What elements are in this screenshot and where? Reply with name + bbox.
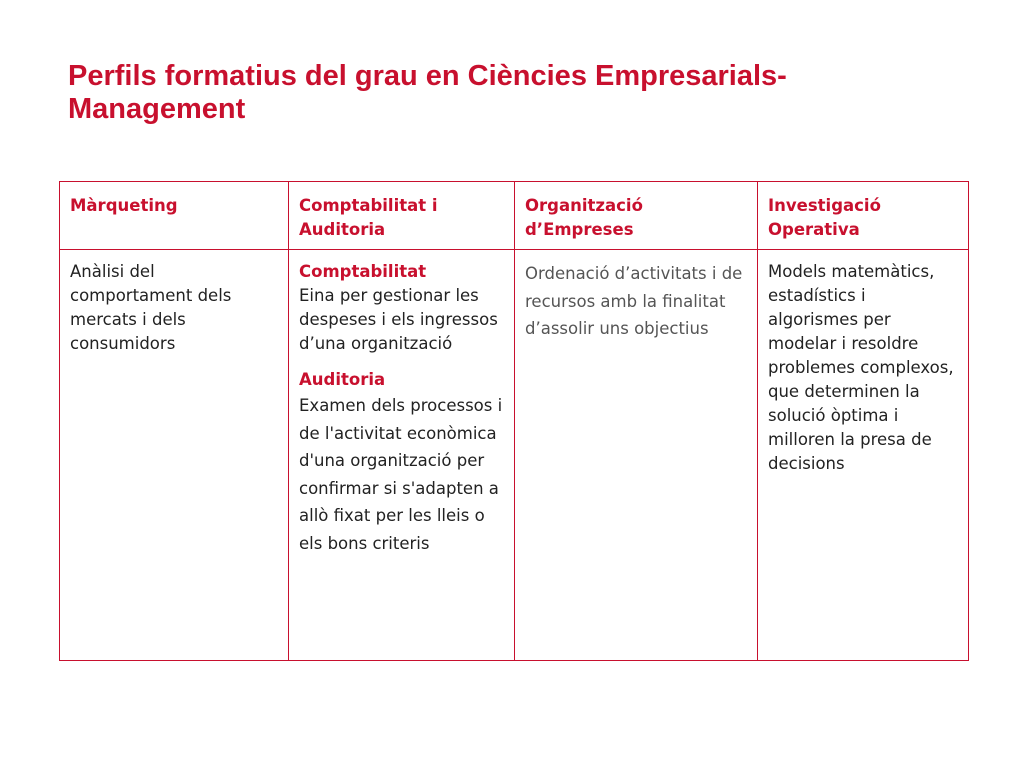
cell-marqueting <box>60 250 289 661</box>
marqueting-description: Anàlisi del comportament dels mercats i dels consumidors <box>70 262 232 353</box>
cell-investigacio-operativa <box>758 250 969 661</box>
slide-title-line-1: Perfils formatius del grau en Ciències Empresarials- <box>68 60 787 92</box>
cell-organitzacio-empreses <box>515 250 758 661</box>
header-comptabilitat-auditoria: Comptabilitat i Auditoria <box>289 182 515 250</box>
auditoria-heading: Auditoria <box>299 370 386 389</box>
profiles-table <box>59 181 969 661</box>
table-row <box>60 250 969 661</box>
cell-comptabilitat-auditoria <box>289 250 515 661</box>
investigacio-description: Models matemàtics, estadístics i algorismes per modelar i resoldre problemes complexos, que determinen la solució òptima i milloren la presa de decisions <box>768 262 954 473</box>
header-organitzacio-empreses: Organització d’Empreses <box>515 182 758 250</box>
header-marqueting: Màrqueting <box>60 182 289 250</box>
organitzacio-description: Ordenació d’activitats i de recursos amb la finalitat d’assolir uns objectius <box>525 264 743 338</box>
table-header-row <box>60 182 969 250</box>
comptabilitat-description: Eina per gestionar les despeses i els ingressos d’una organització <box>299 286 498 353</box>
slide-title-line-2: Management <box>68 93 246 125</box>
slide-title <box>68 60 968 126</box>
auditoria-description: Examen dels processos i de l'activitat econòmica d'una organització per confirmar si s'adapten a allò fixat per les lleis o els bons criteris <box>299 396 503 553</box>
header-investigacio-operativa: Investigació Operativa <box>758 182 969 250</box>
comptabilitat-heading: Comptabilitat <box>299 262 427 281</box>
